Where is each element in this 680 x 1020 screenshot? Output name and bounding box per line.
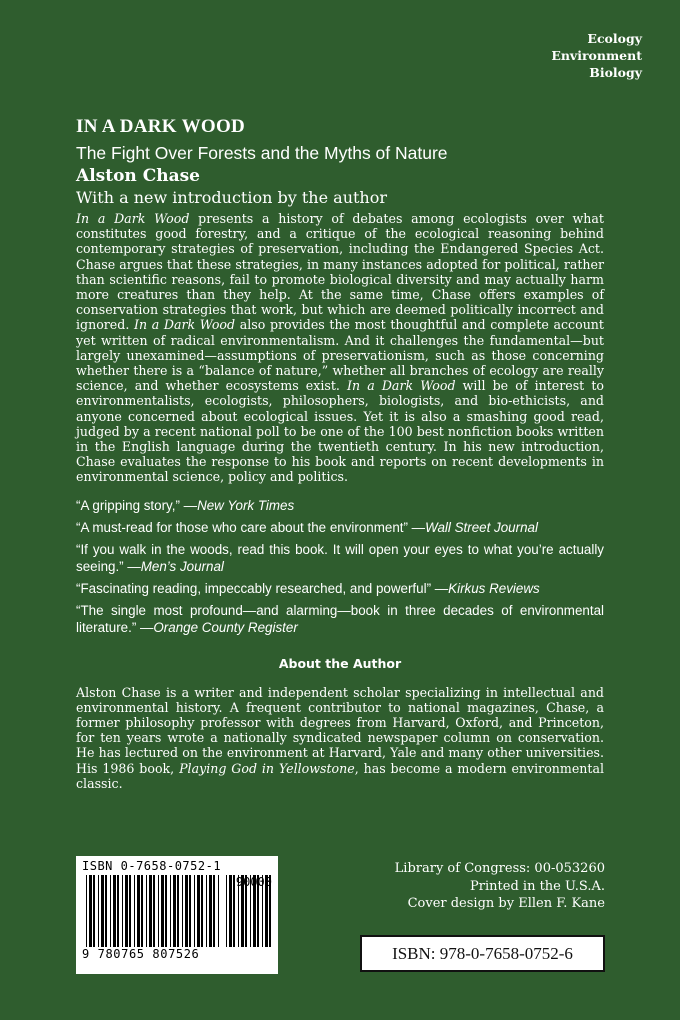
quote-source: Kirkus Reviews [448, 580, 540, 596]
barcode-bar [233, 875, 235, 947]
isbn-13-box [360, 935, 605, 972]
back-cover-content [76, 116, 604, 791]
review-quote [76, 580, 604, 597]
quote-source: Orange County Register [153, 619, 298, 635]
barcode-graphic [82, 875, 272, 961]
category-ecology: Ecology [587, 31, 642, 46]
isbn-13: ISBN: 978-0-7658-0752-6 [392, 943, 573, 963]
desc-part-1: presents a history of debates among ecologists over what constitutes good forestry, and a critique of the ecological reasoning behind contemporary strategies of preservation, including the Endangered Species Act. Chase argues that these strategies, in many instances adopted for political, rather than scientific reasons, fail to promote biological diversity and may actually harm more creatures than they help. At the same time, Chase offers examples of conservation strategies that work, but which are deemed politically incorrect and ignored. [76, 211, 604, 333]
review-quote [76, 541, 604, 575]
category-biology: Biology [589, 65, 642, 80]
quote-text: “A must-read for those who care about the environment” — [76, 519, 426, 535]
desc-book-title-3: In a Dark Wood [347, 378, 456, 394]
isbn-barcode [76, 856, 278, 974]
quote-text: “A gripping story,” — [76, 497, 198, 513]
quote-text: “The single most profound—and alarming—book in three decades of environmental literature.” — [76, 602, 604, 635]
desc-book-title-2: In a Dark Wood [133, 317, 236, 333]
subject-categories [551, 30, 642, 81]
review-quote [76, 497, 604, 514]
publication-info [395, 860, 605, 913]
barcode-bar [226, 875, 227, 947]
barcode-bar [229, 875, 232, 947]
new-intro-note: With a new introduction by the author [76, 188, 388, 207]
review-quote [76, 602, 604, 636]
about-author-text [76, 685, 604, 791]
category-environment: Environment [551, 48, 642, 63]
about-author-heading: About the Author [278, 655, 402, 671]
cover-design-credit: Cover design by Ellen F. Kane [407, 896, 605, 911]
quote-text: “Fascinating reading, impeccably researched, and powerful” — [76, 580, 449, 596]
quote-source: New York Times [197, 497, 295, 513]
barcode-price-code: 90000 [235, 875, 272, 889]
about-text-part-1: Alston Chase is a writer and independent scholar specializing in intellectual and environmental history. A frequent contributor to national magazines, Chase, a former philosophy professor with degrees from Harvard, Oxford, and Princeton, for ten years wrote a nationally syndicated newspaper column on conservation. He has lectured on the environment at Harvard, Yale and many other universities. His 1986 book, [76, 684, 604, 776]
quote-source: Men’s Journal [140, 558, 224, 574]
review-quotes [76, 497, 604, 636]
about-text-part-2: , has become a modern environmental classic. [76, 760, 604, 791]
desc-part-2: also provides the most thoughtful and complete account yet written of radical environmentalism. And it challenges the fundamental—but largely unexamined—assumptions of preservationism, such as those concerning whether there is a “balance of nature,” whether all branches of ecology are really science, and whether ecosystems exist. [76, 317, 604, 394]
book-author: Alston Chase [76, 166, 200, 186]
printed-in: Printed in the U.S.A. [470, 878, 605, 894]
book-subtitle: The Fight Over Forests and the Myths of Nature [76, 143, 448, 163]
desc-book-title: In a Dark Wood [76, 211, 190, 226]
book-description [76, 211, 604, 485]
library-of-congress: Library of Congress: 00-053260 [394, 861, 605, 876]
barcode-ean-digits: 9 780765 807526 [82, 947, 222, 961]
review-quote [76, 519, 604, 536]
about-book-title: Playing God in Yellowstone [179, 760, 355, 776]
barcode-isbn-line: ISBN 0-7658-0752-1 [82, 859, 222, 873]
quote-text: “If you walk in the woods, read this book. It will open your eyes to what you’re actually seeing.” — [76, 541, 604, 574]
desc-part-3: will be of interest to environmentalists, ecologists, philosophers, biologists, and bio-ethicists, and anyone concerned about ecological issues. Yet it is also a smashing good read, judged by a recent national poll to be one of the 100 best nonfiction books written in the English language during the twentieth century. In his new introduction, Chase evaluates the response to his book and reports on recent developments in environmental science, policy and politics. [76, 378, 604, 485]
quote-source: Wall Street Journal [425, 519, 538, 535]
book-title: IN A DARK WOOD [76, 116, 246, 137]
